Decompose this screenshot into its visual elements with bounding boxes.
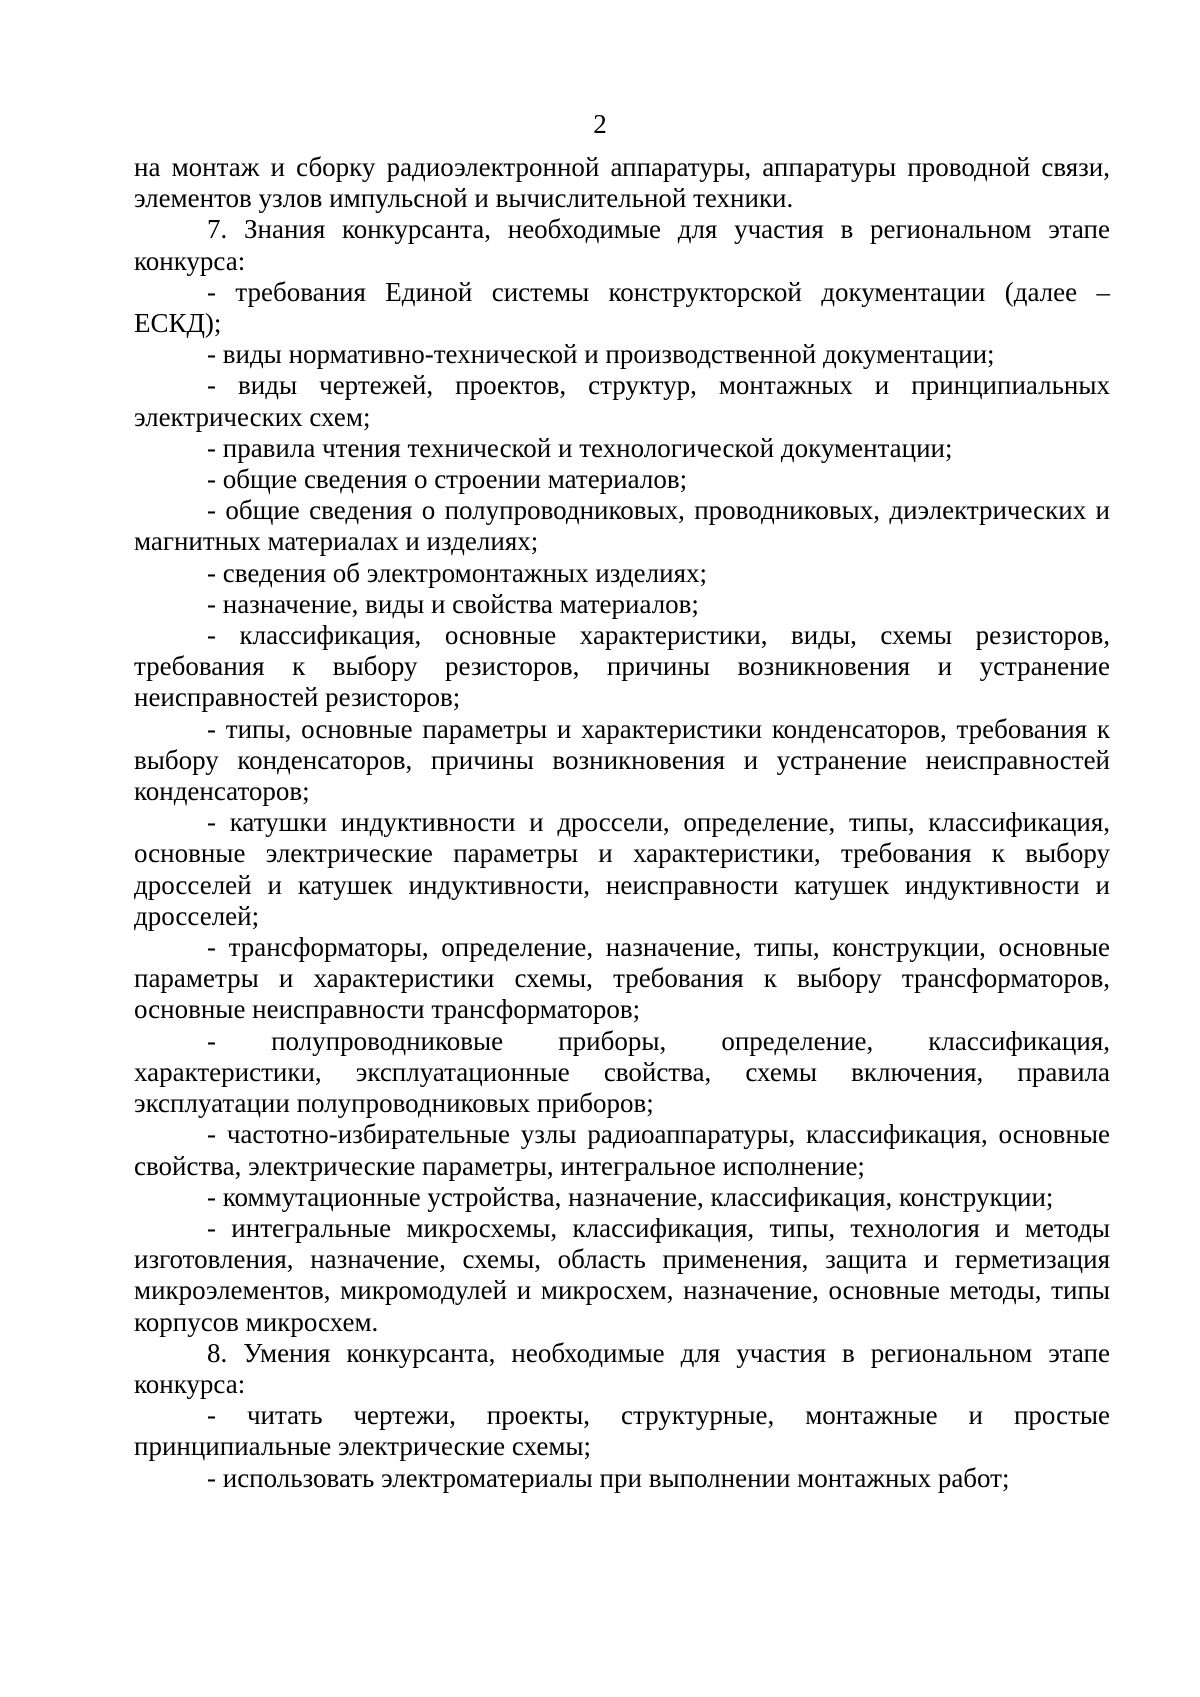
list-item: - читать чертежи, проекты, структурные, монтажные и простые принципиальные электрические схемы; <box>134 1400 1110 1462</box>
list-item: - требования Единой системы конструкторской документации (далее – ЕСКД); <box>134 276 1110 339</box>
list-item: - общие сведения о строении материалов; <box>207 464 688 495</box>
document-body <box>134 152 1110 1494</box>
section-heading: 7. Знания конкурсанта, необходимые для участия в региональном этапе конкурса: <box>134 214 1110 276</box>
list-item: - полупроводниковые приборы, определение, классификация, характеристики, эксплуатационные свойства, схемы включения, правила эксплуатации полупроводниковых приборов; <box>134 1025 1110 1119</box>
section-heading: 8. Умения конкурсанта, необходимые для участия в региональном этапе конкурса: <box>134 1337 1110 1399</box>
list-item: - назначение, виды и свойства материалов; <box>207 588 699 619</box>
list-item: - виды нормативно-технической и производственной документации; <box>207 339 995 370</box>
list-item: - общие сведения о полупроводниковых, проводниковых, диэлектрических и магнитных материалах и изделиях; <box>134 495 1110 557</box>
list-item: - интегральные микросхемы, классификация, типы, технология и методы изготовления, назначение, схемы, область применения, защита и герметизация микроэлементов, микромодулей и микросхем, назначение, основные методы, типы корпусов микросхем. <box>134 1212 1110 1337</box>
list-item: - классификация, основные характеристики, виды, схемы резисторов, требования к выбору резисторов, причины возникновения и устранение неисправностей резисторов; <box>134 620 1110 713</box>
list-item: - правила чтения технической и технологической документации; <box>207 432 953 463</box>
list-item: - частотно-избирательные узлы радиоаппаратуры, классификация, основные свойства, электрические параметры, интегральное исполнение; <box>134 1119 1110 1181</box>
list-item: - трансформаторы, определение, назначение, типы, конструкции, основные параметры и характеристики схемы, требования к выбору трансформаторов, основные неисправности трансформаторов; <box>134 932 1110 1025</box>
list-item: - сведения об электромонтажных изделиях; <box>207 557 707 588</box>
paragraph: на монтаж и сборку радиоэлектронной аппаратуры, аппаратуры проводной связи, элементов узлов импульсной и вычислительной техники. <box>134 152 1110 214</box>
list-item: - катушки индуктивности и дроссели, определение, типы, классификация, основные электрические параметры и характеристики, требования к выбору дросселей и катушек индуктивности, неисправности катушек индуктивности и дросселей; <box>134 807 1110 931</box>
list-item: - виды чертежей, проектов, структур, монтажных и принципиальных электрических схем; <box>134 370 1110 432</box>
list-item: - коммутационные устройства, назначение, классификация, конструкции; <box>207 1181 1054 1212</box>
list-item: - использовать электроматериалы при выполнении монтажных работ; <box>207 1462 1010 1493</box>
page-number: 2 <box>593 109 607 139</box>
list-item: - типы, основные параметры и характеристики конденсаторов, требования к выбору конденсаторов, причины возникновения и устранение неисправностей конденсаторов; <box>134 713 1110 807</box>
